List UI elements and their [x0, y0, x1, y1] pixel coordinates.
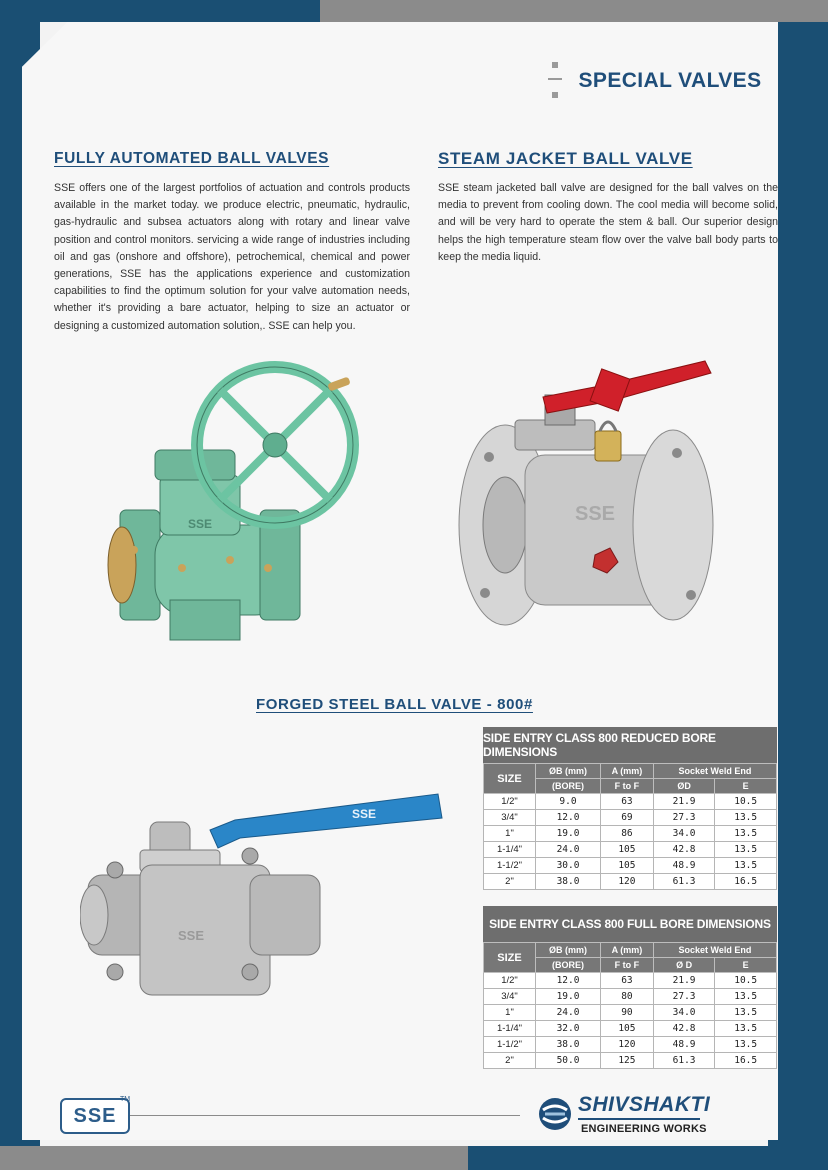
- automated-heading: FULLY AUTOMATED BALL VALVES: [54, 150, 330, 167]
- table-row: [484, 1037, 777, 1053]
- shivshakti-logo-icon: [537, 1096, 573, 1132]
- table-cell: 42.8: [653, 842, 715, 858]
- table-cell: 38.0: [536, 874, 601, 890]
- table-row: [484, 1005, 777, 1021]
- table-cell: 12.0: [536, 973, 601, 989]
- forged-heading: FORGED STEEL BALL VALVE - 800#: [256, 696, 533, 713]
- reduced-bore-table-caption: SIDE ENTRY CLASS 800 REDUCED BORE DIMENSIONS: [483, 727, 777, 763]
- table-cell: 105: [601, 858, 654, 874]
- table-cell: 16.5: [715, 1053, 777, 1069]
- table-cell: 19.0: [536, 989, 601, 1005]
- steam-jacket-ball-valve-image: [455, 355, 715, 645]
- table-cell: 69: [601, 810, 654, 826]
- frame-bottom-blue-band: [468, 1146, 828, 1170]
- table-cell: 42.8: [653, 1021, 715, 1037]
- table-cell: 1-1/4": [484, 842, 536, 858]
- table-row: [484, 826, 777, 842]
- table-row: [484, 842, 777, 858]
- reduced-header-size: SIZE: [484, 764, 536, 794]
- table-cell: 48.9: [653, 858, 715, 874]
- table-row: [484, 973, 777, 989]
- table-cell: 13.5: [715, 810, 777, 826]
- reduced-header-a: A (mm): [601, 764, 654, 779]
- table-cell: 61.3: [653, 874, 715, 890]
- table-cell: 21.9: [653, 973, 715, 989]
- full-bore-table: [483, 906, 777, 1069]
- full-header-socket: Socket Weld End: [653, 943, 776, 958]
- table-row: [484, 989, 777, 1005]
- table-cell: 1/2": [484, 794, 536, 810]
- table-cell: 63: [601, 794, 654, 810]
- frame-top-grey-band: [300, 0, 828, 22]
- table-cell: 105: [601, 1021, 654, 1037]
- table-cell: 10.5: [715, 794, 777, 810]
- table-cell: 48.9: [653, 1037, 715, 1053]
- footer-divider: [130, 1115, 520, 1116]
- gear-valve-body-label: SSE: [188, 517, 213, 531]
- table-row: [484, 1053, 777, 1069]
- table-cell: 13.5: [715, 826, 777, 842]
- page-title: SPECIAL VALVES: [562, 66, 778, 96]
- frame-top-blue-band: [0, 0, 320, 22]
- table-cell: 125: [601, 1053, 654, 1069]
- table-cell: 24.0: [536, 842, 601, 858]
- table-cell: 90: [601, 1005, 654, 1021]
- reduced-header-socket: Socket Weld End: [653, 764, 776, 779]
- table-cell: 1-1/4": [484, 1021, 536, 1037]
- table-cell: 63: [601, 973, 654, 989]
- table-cell: 1/2": [484, 973, 536, 989]
- title-rule-marker: [552, 92, 558, 98]
- table-cell: 16.5: [715, 874, 777, 890]
- brand-underline: [578, 1118, 700, 1120]
- table-row: [484, 874, 777, 890]
- table-cell: 24.0: [536, 1005, 601, 1021]
- table-cell: 105: [601, 842, 654, 858]
- table-cell: 1": [484, 1005, 536, 1021]
- forged-handle-label: SSE: [352, 807, 377, 821]
- table-cell: 10.5: [715, 973, 777, 989]
- reduced-header-bore: ØB (mm): [536, 764, 601, 779]
- reduced-subheader-a: F to F: [601, 779, 654, 794]
- table-cell: 86: [601, 826, 654, 842]
- table-row: [484, 1021, 777, 1037]
- table-cell: 1-1/2": [484, 858, 536, 874]
- table-cell: 2": [484, 1053, 536, 1069]
- table-cell: 34.0: [653, 1005, 715, 1021]
- full-header-size: SIZE: [484, 943, 536, 973]
- automated-body: SSE offers one of the largest portfolios of actuation and controls products available in the market today. we produce electric, pneumatic, hydraulic, gas-hydraulic and subsea actuators along with rotary and linear valve position and control monitors. servicing a wide range of industries including oil and gas (onshore and offshore), petrochemical, chemical and power generations, SSE has the applications experience and customization capabilities to find the optimum solution for your valve automation needs, whether it's providing a bare actuator, helping to size an actuator or designing a customized automation solution,. SSE can help you.: [54, 182, 410, 332]
- reduced-bore-table-grid: [483, 763, 777, 890]
- full-subheader-e: E: [715, 958, 777, 973]
- brand-subtitle: ENGINEERING WORKS: [581, 1123, 707, 1135]
- table-row: [484, 858, 777, 874]
- full-bore-table-caption: SIDE ENTRY CLASS 800 FULL BORE DIMENSIONS: [483, 906, 777, 942]
- full-subheader-a: F to F: [601, 958, 654, 973]
- full-subheader-d: Ø D: [653, 958, 715, 973]
- table-cell: 13.5: [715, 1021, 777, 1037]
- table-cell: 19.0: [536, 826, 601, 842]
- table-cell: 13.5: [715, 1005, 777, 1021]
- table-cell: 120: [601, 1037, 654, 1053]
- gear-operated-ball-valve-image: [100, 350, 370, 650]
- table-cell: 27.3: [653, 989, 715, 1005]
- reduced-bore-table: [483, 727, 777, 890]
- full-subheader-bore: (BORE): [536, 958, 601, 973]
- reduced-subheader-bore: (BORE): [536, 779, 601, 794]
- table-cell: 3/4": [484, 810, 536, 826]
- steam-body: SSE steam jacketed ball valve are designed for the ball valves on the media to prevent from cooling down. The cool media will become solid, and will be very hard to operate the stem & ball. Our superior design helps the high temperature steam flow over the valve ball body parts to keep the media liquid.: [438, 182, 778, 263]
- steam-heading: STEAM JACKET BALL VALVE: [438, 149, 693, 168]
- table-cell: 38.0: [536, 1037, 601, 1053]
- table-cell: 21.9: [653, 794, 715, 810]
- table-cell: 61.3: [653, 1053, 715, 1069]
- table-cell: 30.0: [536, 858, 601, 874]
- table-cell: 9.0: [536, 794, 601, 810]
- table-cell: 1-1/2": [484, 1037, 536, 1053]
- table-cell: 1": [484, 826, 536, 842]
- table-cell: 13.5: [715, 989, 777, 1005]
- full-header-bore: ØB (mm): [536, 943, 601, 958]
- reduced-subheader-e: E: [715, 779, 777, 794]
- table-cell: 13.5: [715, 1037, 777, 1053]
- full-header-a: A (mm): [601, 943, 654, 958]
- table-cell: 34.0: [653, 826, 715, 842]
- steam-valve-body-label: SSE: [575, 503, 616, 525]
- table-cell: 27.3: [653, 810, 715, 826]
- table-cell: 3/4": [484, 989, 536, 1005]
- table-cell: 32.0: [536, 1021, 601, 1037]
- full-bore-table-grid: [483, 942, 777, 1069]
- table-cell: 80: [601, 989, 654, 1005]
- table-cell: 13.5: [715, 858, 777, 874]
- sse-logo: SSE: [60, 1098, 130, 1134]
- forged-steel-ball-valve-image: [80, 790, 450, 1020]
- table-row: [484, 794, 777, 810]
- table-cell: 13.5: [715, 842, 777, 858]
- brand-name: SHIVSHAKTI: [578, 1093, 711, 1116]
- forged-body-label: SSE: [178, 928, 205, 943]
- sse-logo-trademark: TM: [120, 1096, 131, 1103]
- title-rule-marker: [552, 62, 558, 68]
- table-row: [484, 810, 777, 826]
- reduced-subheader-d: ØD: [653, 779, 715, 794]
- table-cell: 2": [484, 874, 536, 890]
- table-cell: 120: [601, 874, 654, 890]
- table-cell: 12.0: [536, 810, 601, 826]
- table-cell: 50.0: [536, 1053, 601, 1069]
